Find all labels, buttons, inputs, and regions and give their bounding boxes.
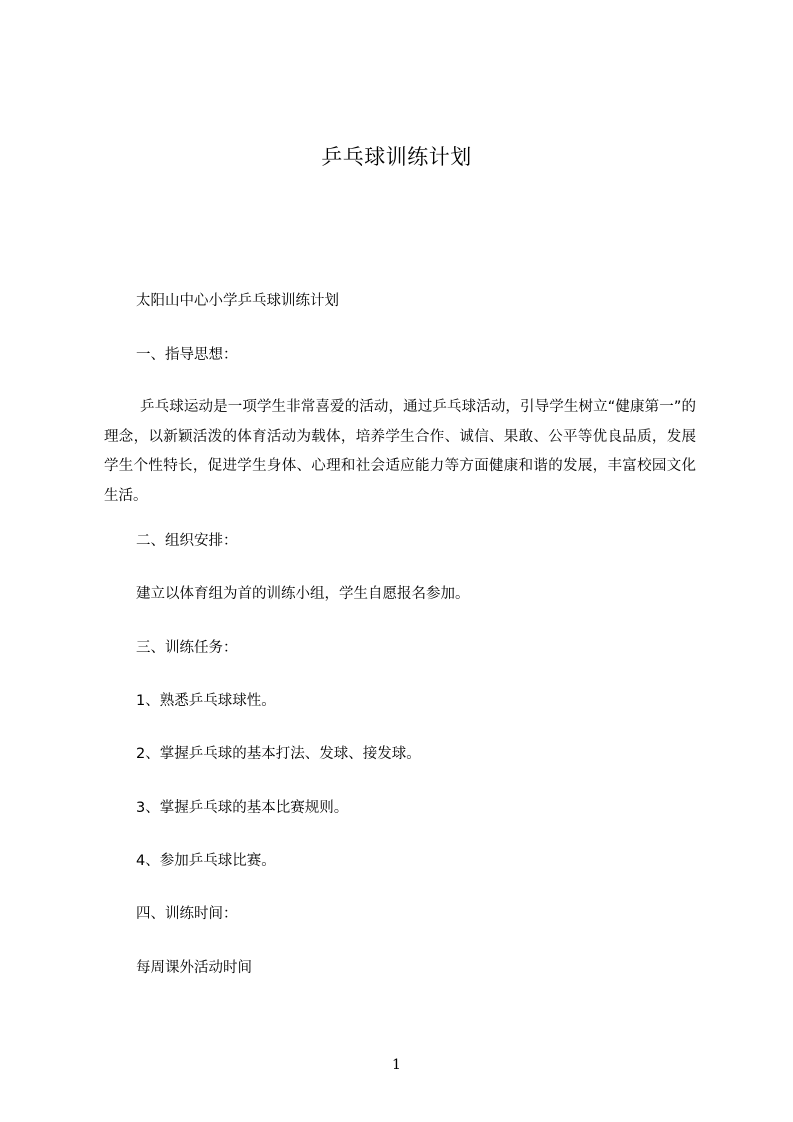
section-body-organization: 建立以体育组为首的训练小组，学生自愿报名参加。 [136,586,470,602]
section-heading-organization: 二、组织安排： [136,533,238,549]
task-item: 4、参加乒乓球比赛。 [136,853,276,869]
section-heading-guiding-thought: 一、指导思想： [136,347,238,363]
section-heading-schedule: 四、训练时间： [136,906,238,922]
task-item: 1、熟悉乒乓球球性。 [136,693,276,709]
task-item: 2、掌握乒乓球的基本打法、发球、接发球。 [136,746,421,762]
document-title: 乒乓球训练计划 [321,145,472,169]
section-heading-tasks: 三、训练任务： [136,640,238,656]
section-body-schedule: 每周课外活动时间 [136,960,252,976]
task-item: 3、掌握乒乓球的基本比赛规则。 [136,800,349,816]
page-number: 1 [392,1057,401,1073]
section-body-guiding-thought: 乒乓球运动是一项学生非常喜爱的活动，通过乒乓球活动，引导学生树立“健康第一”的理念，以新颖活泼的体育活动为载体，培养学生合作、诚信、果敢、公平等优良品质，发展学生个性特长，促进学生身体、心理和社会适应能力等方面健康和谐的发展，丰富校园文化生活。 [104,399,696,504]
document-subtitle: 太阳山中心小学乒乓球训练计划 [136,293,339,309]
